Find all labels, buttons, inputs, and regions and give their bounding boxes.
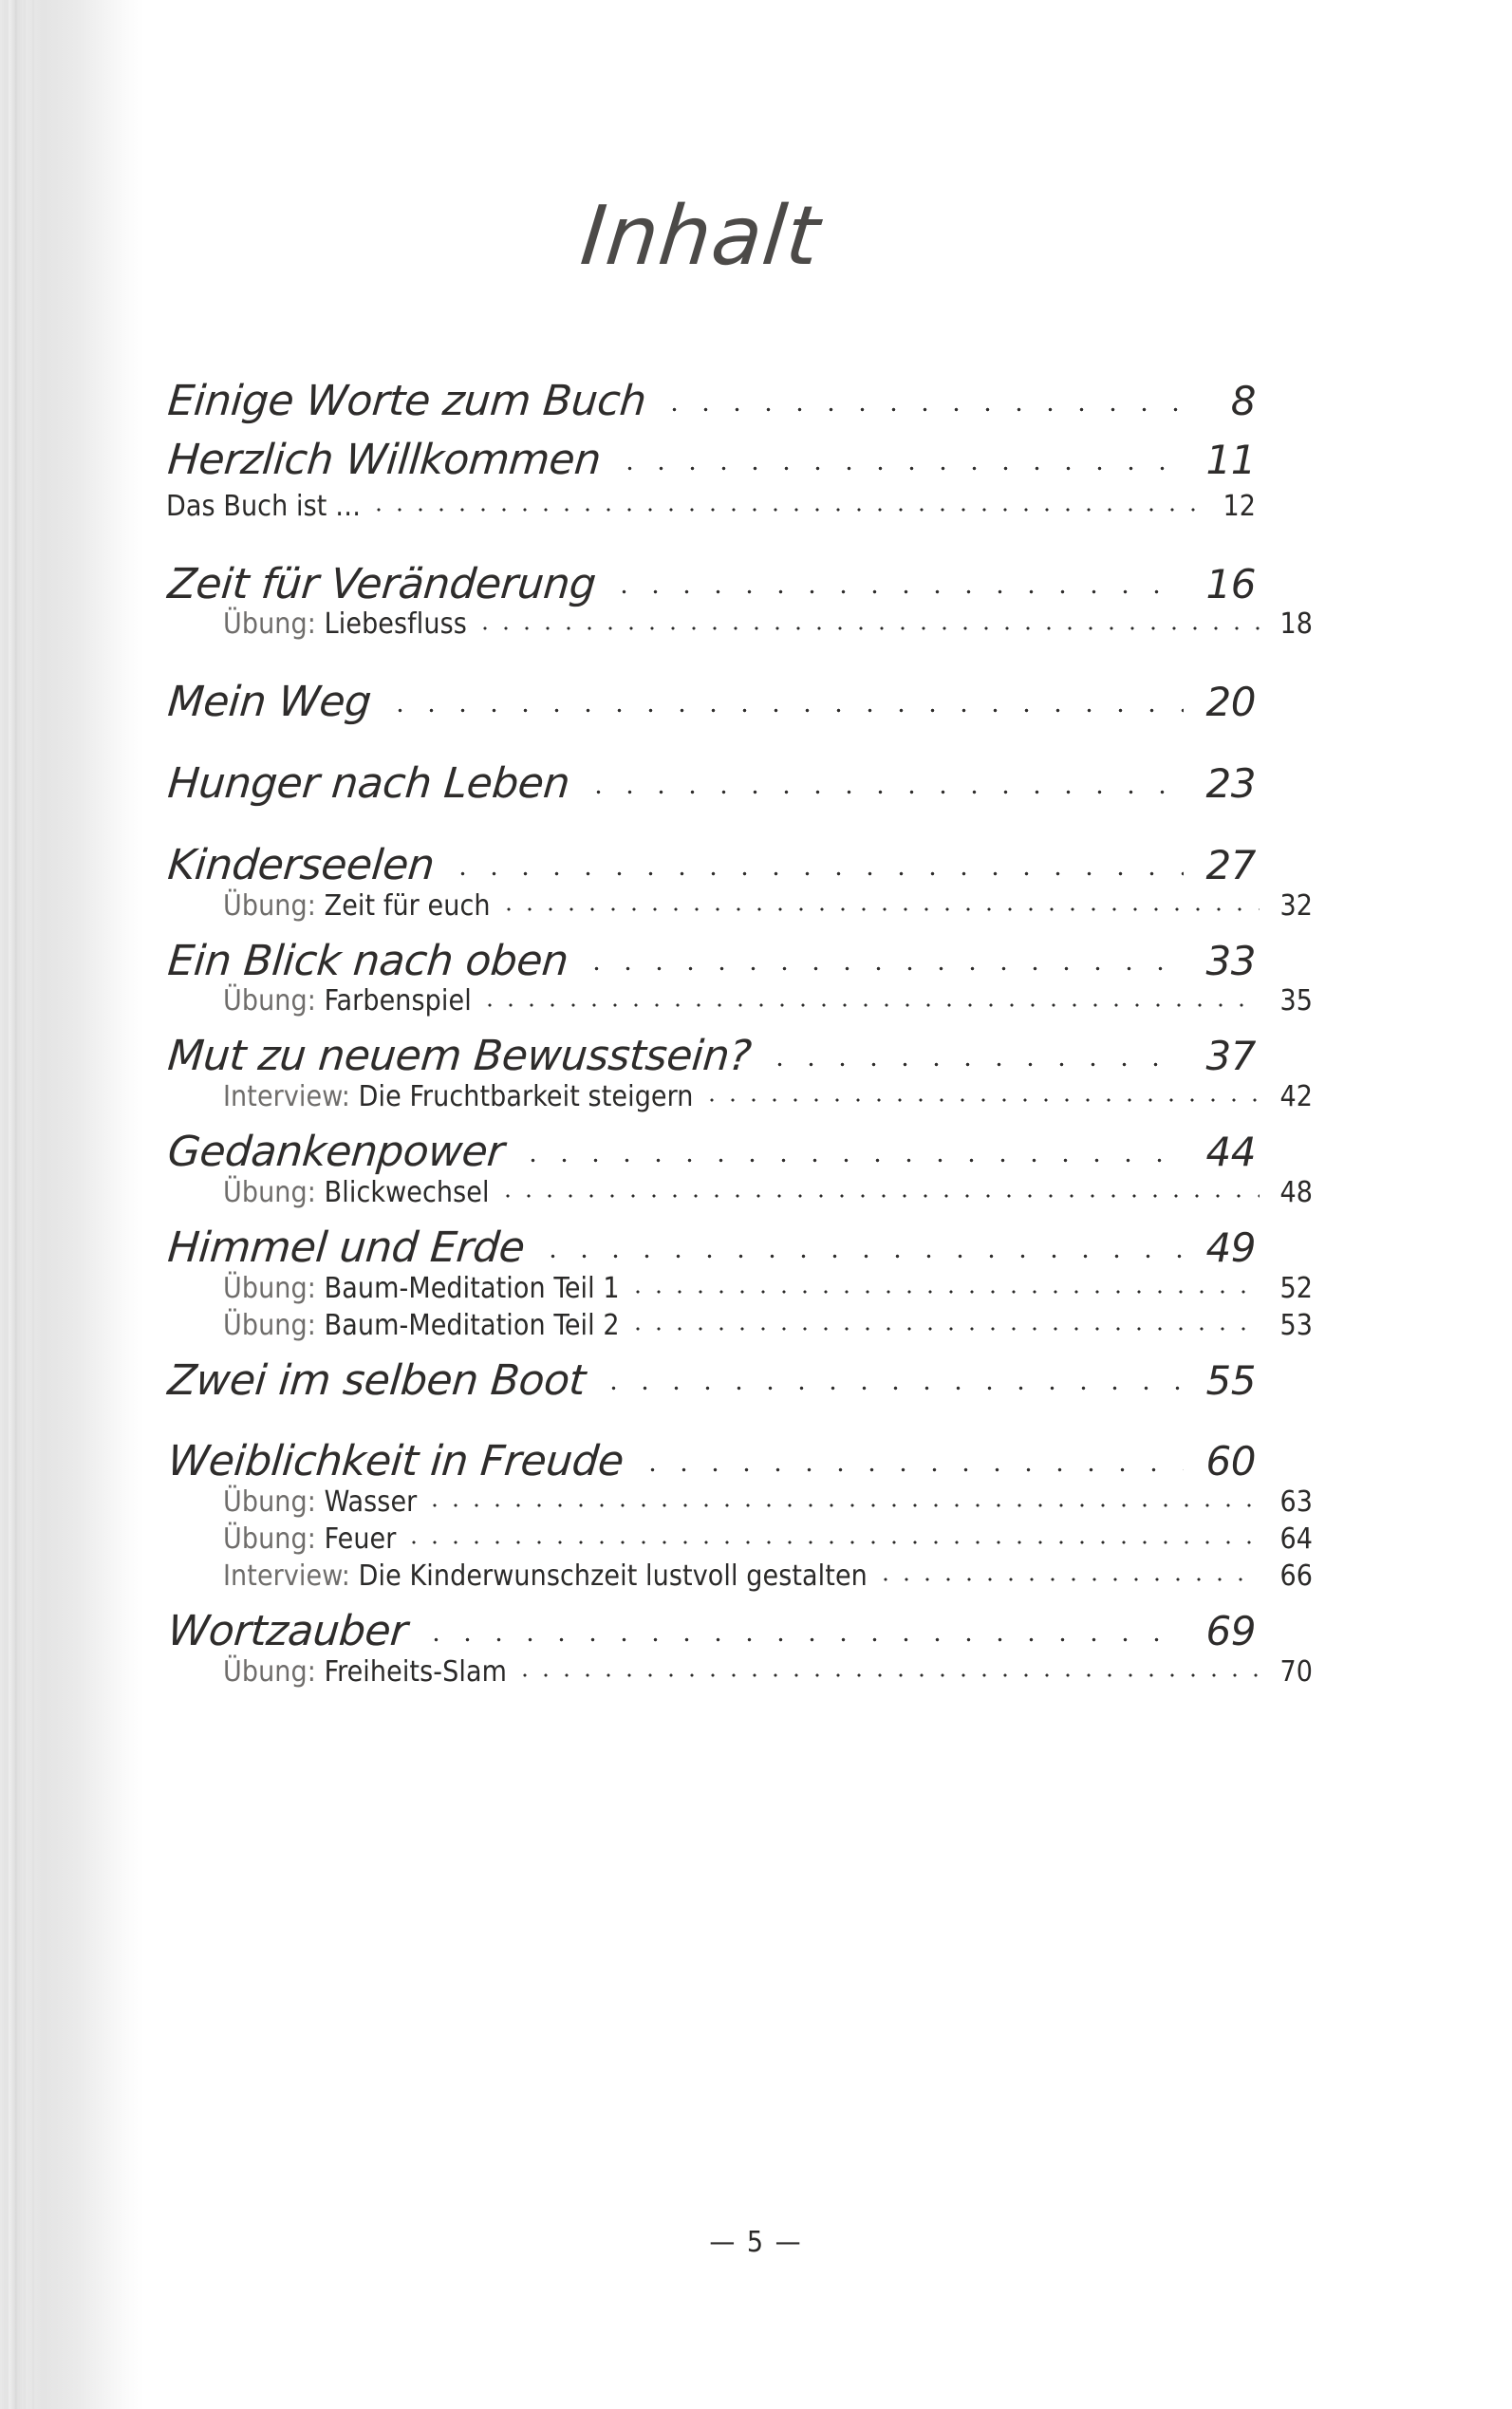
toc-entry-kicker: Interview: — [223, 1559, 359, 1593]
toc-page-number: 42 — [1279, 1080, 1313, 1113]
toc-page-number: 20 — [1205, 679, 1256, 726]
toc-dot-leader — [475, 618, 1260, 633]
toc-entry-label — [166, 488, 361, 525]
toc-entry-title: Wasser — [324, 1485, 418, 1519]
toc-entry-kicker: Übung: — [223, 1522, 325, 1556]
toc-dot-leader — [420, 1630, 1184, 1645]
toc-chapter-row[interactable] — [165, 377, 1256, 425]
toc-page-number: 52 — [1279, 1271, 1313, 1305]
toc-sub-row[interactable] — [166, 982, 1313, 1019]
book-binding-shadow — [0, 0, 144, 2409]
toc-entry-title: Einige Worte zum Buch — [165, 377, 648, 425]
toc-chapter-row[interactable] — [165, 1437, 1256, 1486]
toc-entry-label — [223, 982, 472, 1019]
toc-entry-title: Mein Weg — [165, 678, 373, 727]
toc-entry-kicker: Übung: — [223, 888, 325, 923]
toc-content — [165, 0, 1313, 1689]
toc-dot-leader — [659, 400, 1184, 415]
toc-page-number: 33 — [1205, 937, 1256, 984]
toc-entry-label — [223, 887, 491, 924]
toc-sub-row[interactable] — [166, 1270, 1313, 1307]
toc-entry-label — [223, 1307, 620, 1344]
toc-dot-leader — [447, 864, 1184, 879]
toc-dot-leader — [627, 1319, 1260, 1335]
toc-entry-label — [165, 1607, 410, 1655]
toc-entry-label — [165, 1437, 625, 1486]
toc-sub-row[interactable] — [166, 488, 1256, 525]
toc-page-number: 55 — [1205, 1356, 1256, 1404]
page-title: Inhalt — [576, 189, 825, 284]
toc-dot-leader — [368, 500, 1203, 515]
toc-page-number: 70 — [1279, 1654, 1313, 1689]
toc-sub-row[interactable] — [166, 1484, 1313, 1521]
toc-page-number: 64 — [1279, 1522, 1313, 1556]
toc-page-number: 66 — [1279, 1559, 1313, 1593]
toc-entry-kicker: Übung: — [223, 984, 325, 1018]
toc-dot-leader — [424, 1496, 1260, 1511]
toc-entry-title: Zeit für euch — [324, 888, 491, 923]
toc-entry-title: Die Kinderwunschzeit lustvoll gestalten — [358, 1559, 868, 1593]
toc-entry-label — [223, 1653, 507, 1690]
toc-dot-leader — [764, 1055, 1184, 1070]
toc-entry-label — [223, 1484, 417, 1521]
toc-entry-title: Gedankenpower — [165, 1128, 507, 1176]
toc-dot-leader — [498, 900, 1260, 915]
toc-entry-label — [165, 759, 572, 808]
toc-entry-label — [223, 1174, 490, 1211]
toc-entry-title: Baum-Meditation Teil 1 — [324, 1271, 620, 1305]
toc-page-number: 8 — [1230, 378, 1256, 424]
book-binding-lines — [0, 0, 38, 2409]
toc-entry-kicker: Übung: — [223, 1485, 325, 1519]
toc-chapter-row[interactable] — [165, 559, 1256, 608]
toc-entry-label — [165, 1355, 588, 1405]
toc-entry-title: Herzlich Willkommen — [165, 435, 603, 484]
toc-entry-label — [165, 1032, 754, 1081]
toc-sub-row[interactable] — [166, 1078, 1313, 1115]
toc-sub-row[interactable] — [166, 606, 1313, 643]
toc-page-number: 35 — [1279, 984, 1313, 1018]
toc-entry-title: Das Buch ist … — [166, 489, 362, 523]
toc-page-number: 27 — [1205, 841, 1256, 888]
toc-entry-label — [165, 435, 603, 484]
toc-page-number: 53 — [1279, 1308, 1313, 1342]
toc-entry-kicker: Übung: — [223, 1308, 325, 1342]
toc-page-number: 37 — [1205, 1033, 1256, 1080]
toc-entry-label — [223, 1270, 620, 1307]
toc-entry-title: Himmel und Erde — [165, 1223, 527, 1272]
toc-dot-leader — [514, 1666, 1260, 1681]
toc-dot-leader — [608, 583, 1184, 598]
toc-page-number: 69 — [1205, 1608, 1256, 1654]
toc-entry-title: Liebesfluss — [324, 607, 467, 642]
toc-sub-row[interactable] — [166, 1307, 1313, 1344]
toc-sub-row[interactable] — [166, 887, 1313, 924]
toc-entry-title: Wortzauber — [165, 1607, 410, 1655]
toc-dot-leader — [701, 1091, 1260, 1106]
toc-chapter-row[interactable] — [165, 1032, 1256, 1081]
toc-entry-kicker: Übung: — [223, 1271, 325, 1305]
toc-chapter-row[interactable] — [165, 678, 1256, 727]
toc-entry-label — [165, 1223, 527, 1272]
toc-entry-title: Hunger nach Leben — [165, 759, 572, 808]
toc-entry-kicker: Übung: — [223, 607, 325, 642]
toc-entry-label — [223, 1558, 868, 1595]
toc-sub-row[interactable] — [166, 1653, 1313, 1690]
toc-dot-leader — [537, 1246, 1184, 1261]
toc-page-number: 18 — [1279, 607, 1313, 642]
toc-entry-title: Die Fruchtbarkeit steigern — [358, 1080, 694, 1113]
toc-page-number: 63 — [1279, 1485, 1313, 1519]
toc-dot-leader — [598, 1379, 1184, 1394]
toc-entry-label — [165, 840, 437, 889]
toc-entry-label — [223, 606, 467, 643]
toc-dot-leader — [627, 1282, 1260, 1298]
toc-dot-leader — [637, 1460, 1184, 1475]
toc-chapter-row[interactable] — [165, 936, 1256, 985]
toc-entry-label — [223, 1078, 694, 1115]
toc-dot-leader — [581, 960, 1184, 975]
toc-page-number: 48 — [1279, 1175, 1313, 1209]
toc-entry-kicker: Übung: — [223, 1175, 325, 1209]
toc-sub-row[interactable] — [166, 1558, 1313, 1595]
toc-entry-title: Feuer — [324, 1522, 397, 1556]
toc-chapter-row[interactable] — [165, 1223, 1256, 1272]
toc-entry-label — [165, 559, 598, 608]
toc-sub-row[interactable] — [166, 1174, 1313, 1211]
toc-dot-leader — [875, 1570, 1260, 1585]
toc-page-number: 12 — [1223, 489, 1256, 523]
toc-dot-leader — [614, 458, 1184, 474]
toc-page-number: 32 — [1279, 888, 1313, 923]
toc-dot-leader — [517, 1150, 1184, 1166]
toc-chapter-row[interactable] — [165, 759, 1256, 808]
toc-chapter-row[interactable] — [165, 435, 1256, 484]
toc-entry-title: Zwei im selben Boot — [165, 1355, 588, 1405]
toc-dot-leader — [479, 995, 1260, 1010]
toc-entry-title: Weiblichkeit in Freude — [165, 1437, 625, 1486]
toc-chapter-row[interactable] — [165, 840, 1256, 889]
toc-entry-kicker: Übung: — [223, 1654, 325, 1689]
toc-dot-leader — [403, 1533, 1260, 1548]
toc-entry-label — [165, 936, 570, 985]
toc-dot-leader — [497, 1186, 1260, 1202]
toc-page-number: 49 — [1205, 1223, 1256, 1271]
toc-entry-label — [165, 678, 373, 727]
page-number-footer: — 5 — — [709, 2226, 803, 2259]
toc-list — [165, 377, 1313, 1690]
toc-entry-title: Kinderseelen — [165, 840, 437, 889]
toc-entry-kicker: Interview: — [223, 1080, 359, 1113]
toc-dot-leader — [384, 700, 1184, 716]
toc-page-number: 60 — [1205, 1438, 1256, 1485]
toc-sub-row[interactable] — [166, 1521, 1313, 1558]
toc-entry-label — [223, 1521, 396, 1558]
toc-entry-label — [165, 377, 648, 425]
toc-chapter-row[interactable] — [165, 1607, 1256, 1655]
toc-entry-title: Baum-Meditation Teil 2 — [324, 1308, 620, 1342]
toc-dot-leader — [583, 782, 1184, 797]
toc-entry-label — [166, 1130, 506, 1174]
toc-page-number: 44 — [1205, 1129, 1256, 1175]
toc-entry-title: Ein Blick nach oben — [165, 936, 570, 985]
toc-entry-title: Zeit für Veränderung — [165, 559, 598, 608]
toc-entry-title: Freiheits-Slam — [324, 1654, 507, 1689]
toc-entry-title: Mut zu neuem Bewusstsein? — [165, 1032, 754, 1081]
toc-chapter-row[interactable] — [165, 1355, 1256, 1405]
toc-entry-title: Blickwechsel — [324, 1175, 490, 1209]
toc-page-number: 16 — [1205, 560, 1256, 607]
toc-page-number: 23 — [1205, 760, 1256, 807]
toc-page-number: 11 — [1205, 436, 1256, 483]
toc-entry-title: Farbenspiel — [324, 984, 472, 1018]
toc-chapter-row[interactable] — [166, 1130, 1256, 1174]
